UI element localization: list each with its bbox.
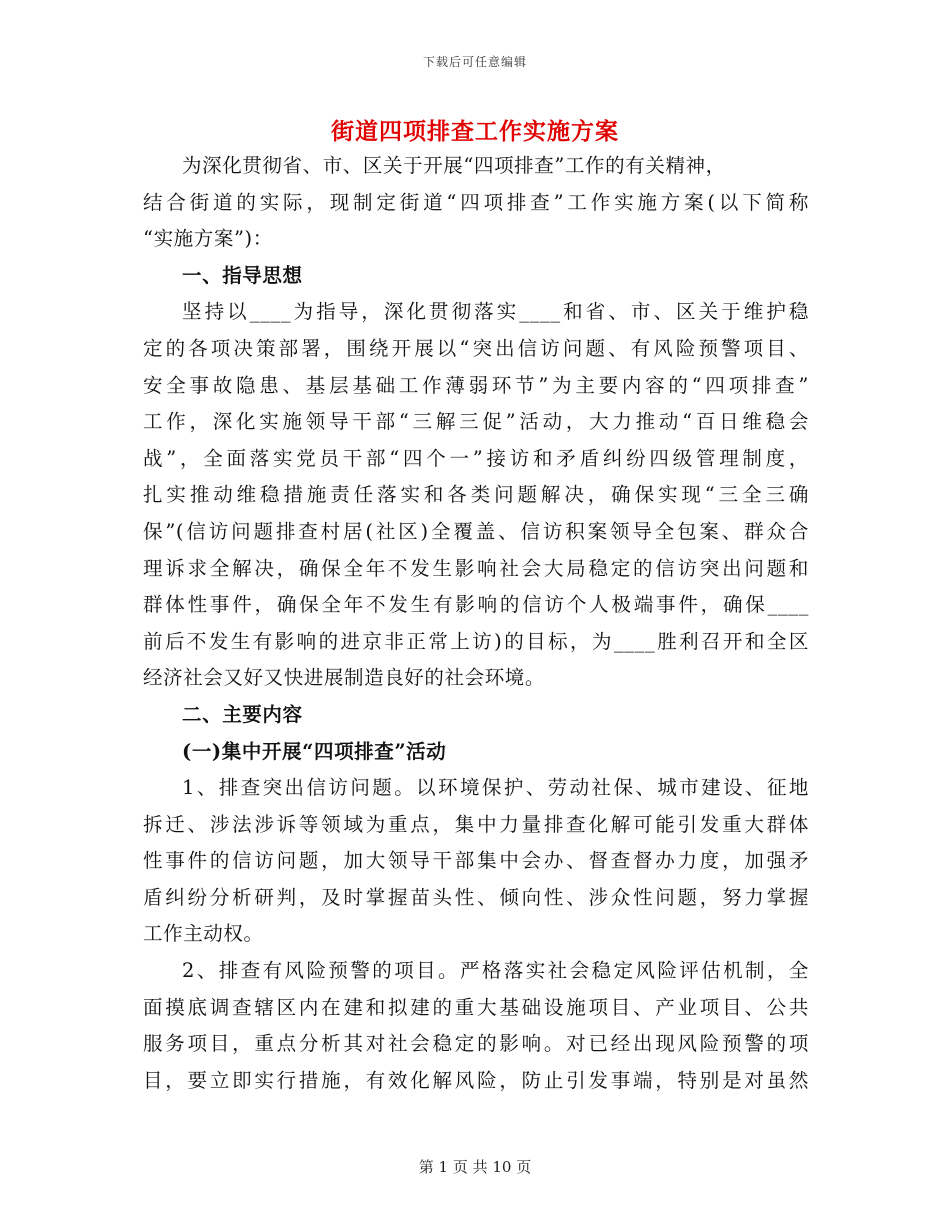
document-body	[143, 148, 809, 1099]
paragraph-line: 定的各项决策部署，围绕开展以“突出信访问题、有风险预警项目、	[143, 336, 809, 360]
paragraph-line: 面摸底调查辖区内在建和拟建的重大基础设施项目、产业项目、公共	[143, 995, 809, 1019]
paragraph-line: 安全事故隐患、基层基础工作薄弱环节”为主要内容的“四项排查”	[143, 373, 809, 397]
paragraph-line: 结合街道的实际，现制定街道“四项排查”工作实施方案(以下简称	[143, 190, 809, 214]
paragraph-line: 1、排查突出信访问题。以环境保护、劳动社保、城市建设、征地	[182, 776, 809, 800]
paragraph-line: 前后不发生有影响的进京非正常上访)的目标，为____胜利召开和全区	[143, 629, 809, 653]
paragraph-line: 盾纠纷分析研判，及时掌握苗头性、倾向性、涉众性问题，努力掌握	[143, 885, 809, 909]
paragraph-line: 服务项目，重点分析其对社会稳定的影响。对已经出现风险预警的项	[143, 1032, 809, 1056]
paragraph-line: 经济社会又好又快进展制造良好的社会环境。	[143, 666, 546, 690]
paragraph-line: 群体性事件，确保全年不发生有影响的信访个人极端事件，确保____	[143, 593, 809, 617]
paragraph-line: 2、排查有风险预警的项目。严格落实社会稳定风险评估机制，全	[182, 959, 809, 983]
paragraph-line: “实施方案”)：	[143, 227, 273, 251]
paragraph-line: 坚持以____为指导，深化贯彻落实____和省、市、区关于维护稳	[182, 300, 809, 324]
paragraph-line: 扎实推动维稳措施责任落实和各类问题解决，确保实现“三全三确	[143, 483, 809, 507]
subsection-heading-four-checks: (一)集中开展“四项排查”活动	[182, 739, 447, 763]
paragraph-line: 工作主动权。	[143, 922, 264, 946]
paragraph-line: 性事件的信访问题，加大领导干部集中会办、督查督办力度，加强矛	[143, 849, 809, 873]
section-heading-guiding-ideology: 一、指导思想	[182, 263, 303, 287]
section-heading-main-content: 二、主要内容	[182, 702, 303, 726]
paragraph-line: 保”(信访问题排查村居(社区)全覆盖、信访积案领导全包案、群众合	[143, 519, 809, 543]
paragraph-line: 目，要立即实行措施，有效化解风险，防止引发事端，特别是对虽然	[143, 1068, 809, 1092]
page-number: 第 1 页 共 10 页	[418, 1158, 532, 1176]
paragraph-line: 工作，深化实施领导干部“三解三促”活动，大力推动“百日维稳会	[143, 410, 809, 434]
document-title: 街道四项排查工作实施方案	[331, 118, 619, 145]
paragraph-line: 理诉求全解决，确保全年不发生影响社会大局稳定的信访突出问题和	[143, 556, 809, 580]
page-header-note: 下载后可任意编辑	[422, 55, 527, 69]
paragraph-line: 战”，全面落实党员干部“四个一”接访和矛盾纠纷四级管理制度，	[143, 446, 809, 470]
paragraph-line: 为深化贯彻省、市、区关于开展“四项排查”工作的有关精神，	[182, 154, 726, 177]
paragraph-line: 拆迁、涉法涉诉等领域为重点，集中力量排查化解可能引发重大群体	[143, 812, 809, 836]
